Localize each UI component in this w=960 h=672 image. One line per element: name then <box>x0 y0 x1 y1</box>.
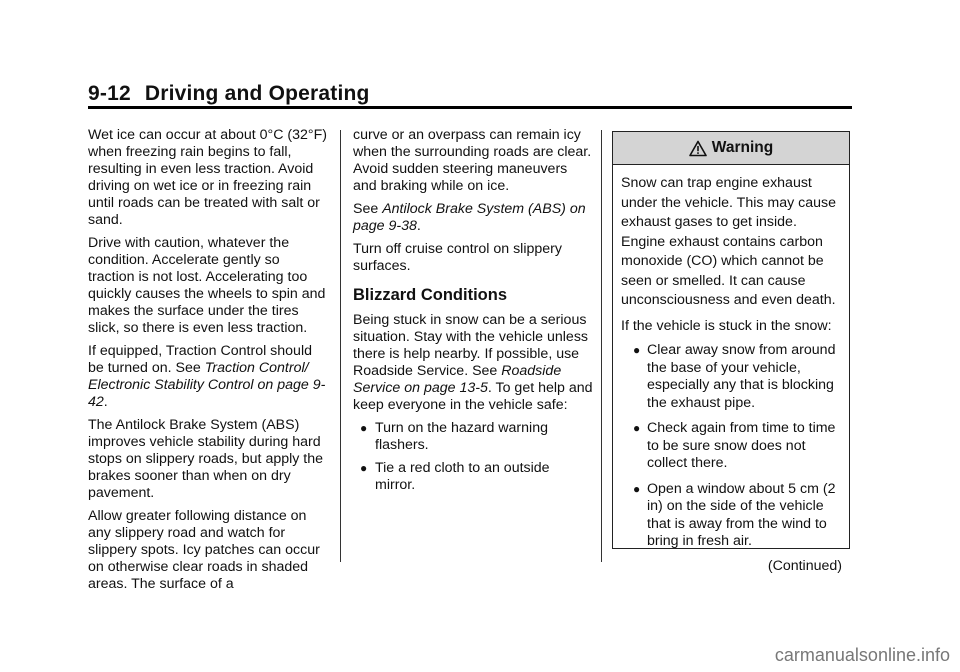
page-number: 9-12 <box>88 82 131 105</box>
warning-box <box>612 131 850 574</box>
paragraph: curve or an overpass can remain icy when the surrounding roads are clear. Avoid sudden steering maneuvers and braking while on ice. <box>353 127 592 194</box>
list-item: ● Turn on the hazard warning flashers. <box>360 420 548 453</box>
list-item: ● Clear away snow from around the base of your vehicle, especially any that is blocking the exhaust pipe. <box>633 342 836 411</box>
bullet-icon: ● <box>360 421 368 435</box>
column-divider-1 <box>340 130 341 562</box>
blizzard-heading: Blizzard Conditions <box>353 286 507 304</box>
column-2 <box>353 127 593 500</box>
list-item: ● Check again from time to time to be sure snow does not collect there. <box>633 420 836 471</box>
section-title: Driving and Operating <box>144 82 370 105</box>
warning-header <box>613 132 849 165</box>
column-1 <box>88 127 328 599</box>
abs-link[interactable]: Antilock Brake System (ABS) on page 9-38 <box>353 201 586 234</box>
roadside-service-link[interactable]: Roadside Service on page 13-5 <box>353 363 562 396</box>
bullet-icon: ● <box>360 461 368 475</box>
paragraph: Snow can trap engine exhaust under the vehicle. This may cause exhaust gases to get inside. Engine exhaust contains carbon monoxide (CO) which cannot be seen or smelled. It can cause unconsciousness and even death. <box>621 175 837 308</box>
list-item: ● Tie a red cloth to an outside mirror. <box>360 460 550 493</box>
warning-triangle-icon <box>689 140 707 157</box>
paragraph: Turn off cruise control on slippery surfaces. <box>353 241 562 274</box>
bullet-icon: ● <box>633 481 641 496</box>
paragraph: Drive with caution, whatever the condition. Accelerate gently so traction is not lost. Accelerating too quickly causes the wheels to spin and makes the surface under the tires slick, so there is even less traction. <box>88 235 326 336</box>
paragraph-traction-control: If equipped, Traction Control should be turned on. See Traction Control/ Electronic Stability Control on page 9-42. <box>88 343 326 410</box>
paragraph: The Antilock Brake System (ABS) improves vehicle stability during hard stops on slippery roads, but apply the brakes sooner than when on dry pavement. <box>88 417 324 501</box>
paragraph-abs-reference: See Antilock Brake System (ABS) on page 9-38. <box>353 201 586 234</box>
page-header <box>88 82 370 106</box>
paragraph: Wet ice can occur at about 0°C (32°F) when freezing rain begins to fall, resulting in even less traction. Avoid driving on wet ice or in freezing rain until roads can be treated with salt or sand. <box>88 127 327 228</box>
traction-control-link[interactable]: Traction Control/ Electronic Stability Control on page 9-42 <box>88 360 326 410</box>
paragraph-text: If equipped, Traction Control should be turned on. See <box>88 343 312 376</box>
paragraph: If the vehicle is stuck in the snow: <box>621 317 832 334</box>
column-divider-2 <box>601 130 602 562</box>
header-rule <box>88 106 852 109</box>
bullet-icon: ● <box>633 421 641 435</box>
paragraph: Allow greater following distance on any slippery road and watch for slippery spots. Icy patches can occur on otherwise clear roads in shaded areas. The surface of a <box>88 508 320 592</box>
bullet-icon: ● <box>633 343 641 357</box>
warning-body <box>613 165 849 576</box>
warning-title: Warning <box>711 139 774 156</box>
watermark: carmanualsonline.info <box>774 645 950 665</box>
paragraph-blizzard: Being stuck in snow can be a serious situation. Stay with the vehicle unless there is help nearby. If possible, use Roadside Service. See Roadside Service on page 13-5. To get help and keep everyone in the vehicle safe: <box>353 312 593 413</box>
continued-label: (Continued) <box>767 557 842 574</box>
list-item: ● Open a window about 5 cm (2 in) on the side of the vehicle that is away from the wind to bring in fresh air. <box>633 480 836 549</box>
